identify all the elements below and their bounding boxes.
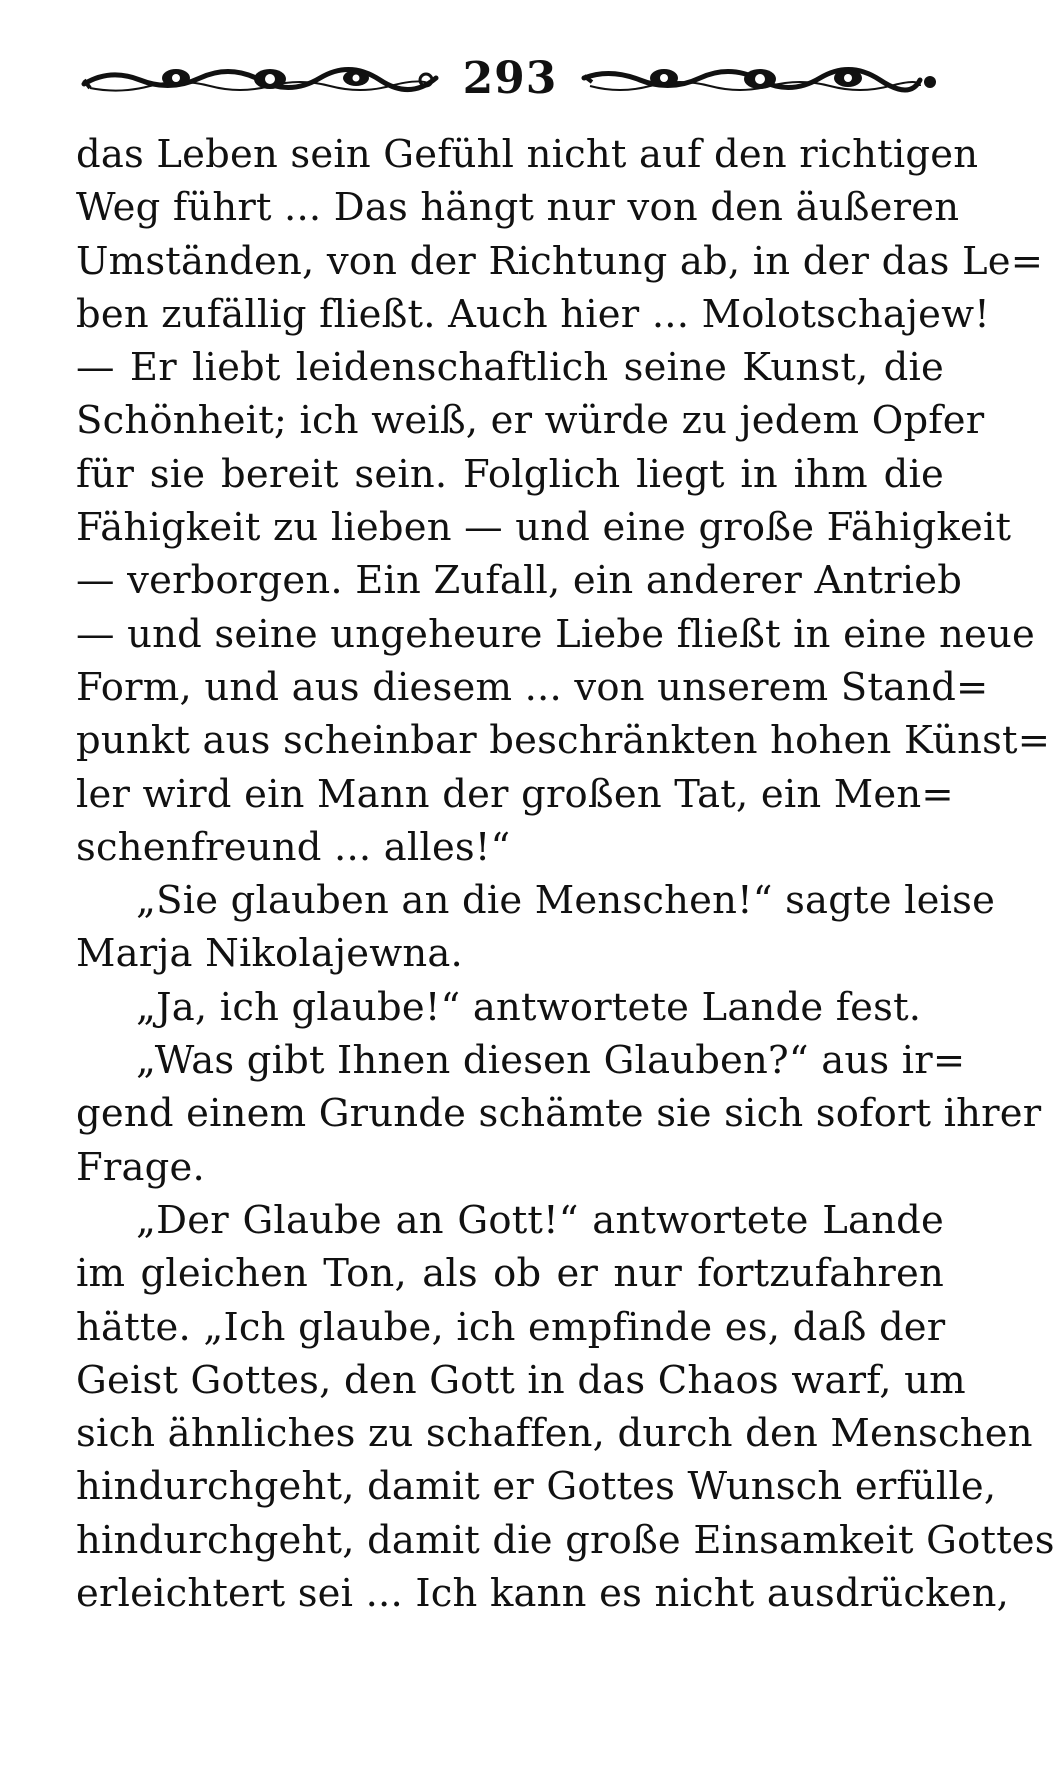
text-line: Umständen, von der Richtung ab, in der das Le= [76,238,1044,284]
text-line: sich ähnliches zu schaffen, durch den Menschen [76,1411,1033,1457]
text-line: — verborgen. Ein Zufall, ein anderer Antrieb [76,558,963,604]
text-line: Schönheit; ich weiß, er würde zu jedem Opfer [76,398,985,444]
body-text [76,128,1055,1620]
page-header [80,48,940,108]
text-line: gend einem Grunde schämte sie sich sofort ihrer [76,1091,1042,1137]
text-line: — Er liebt leidenschaftlich seine Kunst, die [76,345,944,391]
text-line: ler wird ein Mann der großen Tat, ein Men= [76,771,954,817]
left-ornament-icon [80,58,440,98]
text-line: „Der Glaube an Gott!“ antwortete Lande [136,1197,944,1243]
text-line: Marja Nikolajewna. [76,931,463,977]
text-line: punkt aus scheinbar beschränkten hohen Künst= [76,718,1051,764]
text-line: hätte. „Ich glaube, ich empfinde es, daß der [76,1304,946,1350]
text-line: Form, und aus diesem ... von unserem Stand= [76,664,989,710]
text-line: „Was gibt Ihnen diesen Glauben?“ aus ir= [136,1038,966,1084]
text-line: „Sie glauben an die Menschen!“ sagte leise [136,878,996,924]
page-number: 293 [462,52,558,104]
text-line: das Leben sein Gefühl nicht auf den richtigen [76,132,979,177]
text-line: Weg führt ... Das hängt nur von den äußeren [76,185,960,231]
text-line: für sie bereit sein. Folglich liegt in ihm die [76,451,944,497]
text-line: „Ja, ich glaube!“ antwortete Lande fest. [136,984,922,1030]
text-line: — und seine ungeheure Liebe fließt in eine neue [76,611,1035,657]
text-line: erleichtert sei ... Ich kann es nicht ausdrücken, [76,1571,1010,1617]
text-line: schenfreund ... alles!“ [76,824,511,870]
text-line: im gleichen Ton, als ob er nur fortzufahren [76,1251,944,1297]
right-ornament-icon [580,58,940,98]
text-line: Frage. [76,1144,205,1190]
text-line: Fähigkeit zu lieben — und eine große Fähigkeit [76,505,1012,551]
text-line: ben zufällig fließt. Auch hier ... Molotschajew! [76,291,990,337]
text-line: hindurchgeht, damit die große Einsamkeit Gottes [76,1517,1055,1563]
text-line: hindurchgeht, damit er Gottes Wunsch erfülle, [76,1464,997,1510]
text-line: Geist Gottes, den Gott in das Chaos warf, um [76,1357,966,1403]
